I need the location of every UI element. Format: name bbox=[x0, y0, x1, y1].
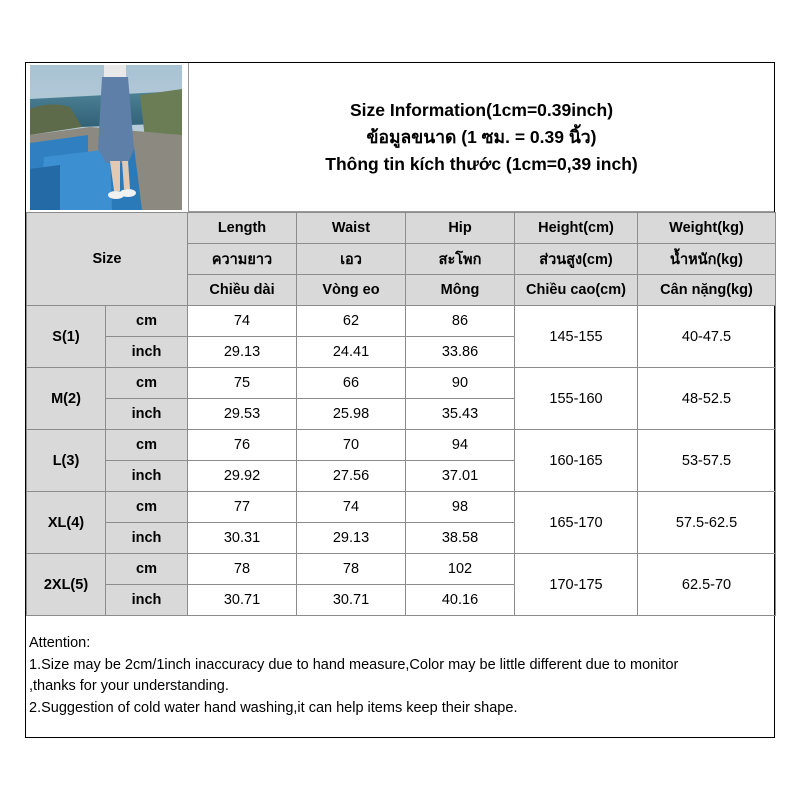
weight-range: 48-52.5 bbox=[638, 368, 776, 430]
unit-cm: cm bbox=[106, 368, 188, 399]
hip-inch: 33.86 bbox=[406, 337, 515, 368]
attention-heading: Attention: bbox=[29, 635, 91, 651]
unit-inch: inch bbox=[106, 585, 188, 616]
table-row bbox=[27, 554, 776, 585]
unit-inch: inch bbox=[106, 461, 188, 492]
column-weight-vietnamese: Cân nặng(kg) bbox=[638, 275, 776, 306]
size-label: XL(4) bbox=[27, 492, 106, 554]
size-label: L(3) bbox=[27, 430, 106, 492]
unit-inch: inch bbox=[106, 523, 188, 554]
hip-cm: 102 bbox=[406, 554, 515, 585]
size-table bbox=[26, 212, 776, 616]
unit-cm: cm bbox=[106, 554, 188, 585]
waist-cm: 74 bbox=[297, 492, 406, 523]
column-waist-vietnamese: Vòng eo bbox=[297, 275, 406, 306]
hip-cm: 90 bbox=[406, 368, 515, 399]
column-length: Length bbox=[188, 213, 297, 244]
waist-inch: 24.41 bbox=[297, 337, 406, 368]
column-height: Height(cm) bbox=[515, 213, 638, 244]
column-hip-thai: สะโพก bbox=[406, 244, 515, 275]
unit-inch: inch bbox=[106, 337, 188, 368]
hip-cm: 98 bbox=[406, 492, 515, 523]
table-row bbox=[27, 306, 776, 337]
header-row-english bbox=[27, 213, 776, 244]
note-measurement: 1.Size may be 2cm/1inch inaccuracy due to hand measure,Color may be little different due to monitor bbox=[29, 656, 679, 673]
size-label: S(1) bbox=[27, 306, 106, 368]
length-cm: 75 bbox=[188, 368, 297, 399]
title-vietnamese: Thông tin kích thước (1cm=0,39 inch) bbox=[325, 153, 638, 174]
weight-range: 53-57.5 bbox=[638, 430, 776, 492]
attention-notes bbox=[29, 633, 773, 719]
waist-cm: 70 bbox=[297, 430, 406, 461]
column-weight: Weight(kg) bbox=[638, 213, 776, 244]
column-hip: Hip bbox=[406, 213, 515, 244]
table-row bbox=[27, 368, 776, 399]
note-measurement-continued: ,thanks for your understanding. bbox=[29, 678, 229, 694]
waist-inch: 30.71 bbox=[297, 585, 406, 616]
unit-cm: cm bbox=[106, 492, 188, 523]
waist-cm: 62 bbox=[297, 306, 406, 337]
title-thai: ข้อมูลขนาด (1 ซม. = 0.39 นิ้ว) bbox=[366, 126, 597, 147]
column-waist-thai: เอว bbox=[297, 244, 406, 275]
hip-inch: 37.01 bbox=[406, 461, 515, 492]
length-cm: 78 bbox=[188, 554, 297, 585]
length-cm: 74 bbox=[188, 306, 297, 337]
length-cm: 76 bbox=[188, 430, 297, 461]
title-english: Size Information(1cm=0.39inch) bbox=[349, 99, 614, 120]
unit-cm: cm bbox=[106, 306, 188, 337]
length-inch: 29.13 bbox=[188, 337, 297, 368]
height-range: 170-175 bbox=[515, 554, 638, 616]
weight-range: 57.5-62.5 bbox=[638, 492, 776, 554]
note-washing: 2.Suggestion of cold water hand washing,it can help items keep their shape. bbox=[29, 699, 518, 716]
column-height-thai: ส่วนสูง(cm) bbox=[515, 244, 638, 275]
column-weight-thai: น้ำหนัก(kg) bbox=[638, 244, 776, 275]
size-header: Size bbox=[27, 213, 188, 306]
column-length-thai: ความยาว bbox=[188, 244, 297, 275]
model-photo bbox=[30, 65, 182, 210]
length-inch: 29.53 bbox=[188, 399, 297, 430]
height-range: 165-170 bbox=[515, 492, 638, 554]
weight-range: 62.5-70 bbox=[638, 554, 776, 616]
size-label: M(2) bbox=[27, 368, 106, 430]
length-inch: 30.71 bbox=[188, 585, 297, 616]
hip-cm: 94 bbox=[406, 430, 515, 461]
hip-inch: 40.16 bbox=[406, 585, 515, 616]
waist-inch: 29.13 bbox=[297, 523, 406, 554]
hip-inch: 38.58 bbox=[406, 523, 515, 554]
size-label: 2XL(5) bbox=[27, 554, 106, 616]
hip-inch: 35.43 bbox=[406, 399, 515, 430]
size-information-title bbox=[188, 63, 774, 212]
height-range: 145-155 bbox=[515, 306, 638, 368]
unit-inch: inch bbox=[106, 399, 188, 430]
height-range: 155-160 bbox=[515, 368, 638, 430]
table-row bbox=[27, 430, 776, 461]
column-hip-vietnamese: Mông bbox=[406, 275, 515, 306]
unit-cm: cm bbox=[106, 430, 188, 461]
column-height-vietnamese: Chiều cao(cm) bbox=[515, 275, 638, 306]
length-inch: 30.31 bbox=[188, 523, 297, 554]
hip-cm: 86 bbox=[406, 306, 515, 337]
height-range: 160-165 bbox=[515, 430, 638, 492]
column-length-vietnamese: Chiều dài bbox=[188, 275, 297, 306]
column-waist: Waist bbox=[297, 213, 406, 244]
waist-cm: 78 bbox=[297, 554, 406, 585]
waist-inch: 27.56 bbox=[297, 461, 406, 492]
weight-range: 40-47.5 bbox=[638, 306, 776, 368]
length-inch: 29.92 bbox=[188, 461, 297, 492]
waist-cm: 66 bbox=[297, 368, 406, 399]
length-cm: 77 bbox=[188, 492, 297, 523]
table-row bbox=[27, 492, 776, 523]
waist-inch: 25.98 bbox=[297, 399, 406, 430]
